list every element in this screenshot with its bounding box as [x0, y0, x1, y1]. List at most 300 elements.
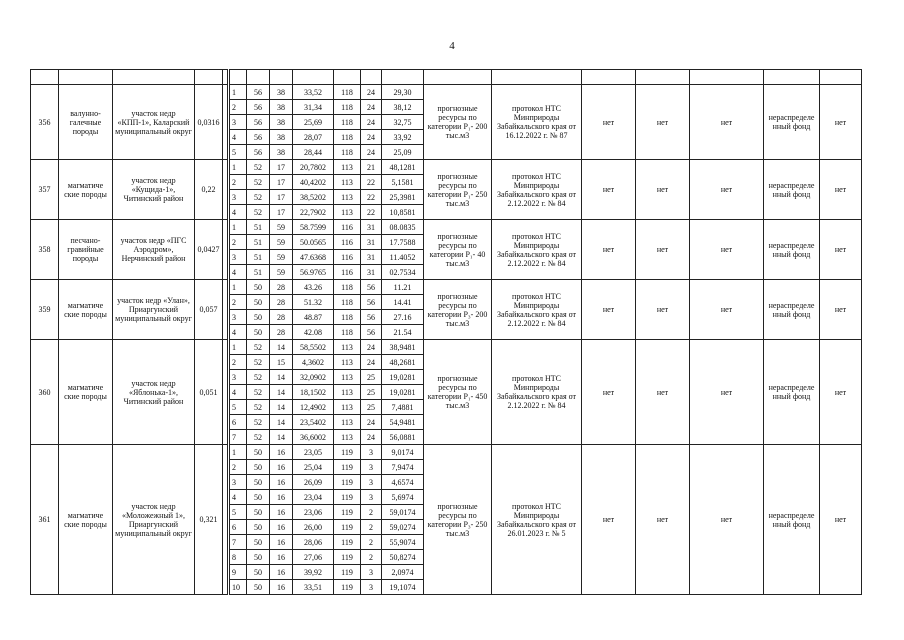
resources: прогнозные ресурсы по категории P₁- 250 тыс.м3	[424, 160, 492, 220]
rock-type: песчано-гравийные породы	[59, 220, 113, 280]
coordinate-cell: 118	[334, 85, 361, 100]
coordinate-cell: 1	[229, 445, 247, 460]
coordinate-cell: 1	[229, 220, 247, 235]
coordinate-cell: 48,2681	[382, 355, 424, 370]
resources: прогнозные ресурсы по категории P₃- 250 тыс.м3	[424, 445, 492, 595]
site-name: участок недр «Яблонька-1», Читинский район	[113, 340, 195, 445]
coordinate-cell: 32,75	[382, 115, 424, 130]
rock-type: валунно-галечные породы	[59, 85, 113, 160]
flag-cell: нет	[820, 280, 862, 340]
coordinate-cell: 58,5502	[293, 340, 334, 355]
coordinate-cell: 59,0174	[382, 505, 424, 520]
coordinate-cell: 39,92	[293, 565, 334, 580]
coordinate-cell: 116	[334, 250, 361, 265]
coordinate-cell: 116	[334, 220, 361, 235]
rock-type: магматиче ские породы	[59, 340, 113, 445]
flag-cell: нет	[690, 445, 764, 595]
coordinate-cell: 22	[361, 190, 382, 205]
coordinate-cell: 3	[229, 370, 247, 385]
coordinate-cell: 52	[247, 160, 270, 175]
coordinate-cell: 17	[270, 160, 293, 175]
coordinate-cell: 56	[247, 85, 270, 100]
flag-cell: нет	[636, 280, 690, 340]
coordinate-cell: 4	[229, 130, 247, 145]
coordinate-cell: 38	[270, 115, 293, 130]
rock-type: магматиче ские породы	[59, 280, 113, 340]
coordinate-cell: 2	[229, 355, 247, 370]
coordinate-cell: 16	[270, 505, 293, 520]
coordinate-cell: 51	[247, 235, 270, 250]
coordinate-cell: 2	[361, 550, 382, 565]
coordinate-cell: 19,0281	[382, 370, 424, 385]
coordinate-cell: 50	[247, 490, 270, 505]
record-number: 356	[31, 85, 59, 160]
flag-cell: нет	[690, 280, 764, 340]
coordinate-cell: 38	[270, 130, 293, 145]
registry-table-wrapper	[30, 69, 862, 595]
coordinate-cell: 28,06	[293, 535, 334, 550]
fund-status: нераспределе нный фонд	[764, 445, 820, 595]
coordinate-cell: 2	[229, 460, 247, 475]
coordinate-cell: 51	[247, 220, 270, 235]
coordinate-cell: 113	[334, 205, 361, 220]
coordinate-cell: 27.16	[382, 310, 424, 325]
coordinate-cell: 21	[361, 160, 382, 175]
coordinate-cell: 113	[334, 190, 361, 205]
flag-cell: нет	[636, 340, 690, 445]
rock-type: магматиче ские породы	[59, 445, 113, 595]
coordinate-cell: 2	[361, 520, 382, 535]
coordinate-cell: 3	[229, 250, 247, 265]
coordinate-cell: 2	[229, 235, 247, 250]
coordinate-cell: 118	[334, 310, 361, 325]
coordinate-cell: 14	[270, 415, 293, 430]
coordinate-cell: 51.32	[293, 295, 334, 310]
coordinate-cell: 1	[229, 280, 247, 295]
record-number: 361	[31, 445, 59, 595]
coordinate-cell: 31	[361, 265, 382, 280]
coordinate-cell: 50	[247, 565, 270, 580]
coordinate-cell: 38,5202	[293, 190, 334, 205]
coordinate-cell: 119	[334, 445, 361, 460]
coordinate-cell: 51	[247, 265, 270, 280]
coordinate-cell: 118	[334, 115, 361, 130]
coordinate-cell: 25	[361, 400, 382, 415]
coordinate-cell: 50	[247, 295, 270, 310]
coordinate-cell: 15	[270, 355, 293, 370]
coordinate-cell: 2	[229, 295, 247, 310]
coordinate-cell: 119	[334, 565, 361, 580]
coordinate-cell: 17	[270, 205, 293, 220]
coordinate-cell: 119	[334, 490, 361, 505]
site-name: участок недр «Кущида-1», Читинский район	[113, 160, 195, 220]
coordinate-cell: 28	[270, 295, 293, 310]
coordinate-cell: 5	[229, 505, 247, 520]
coordinate-cell: 3	[229, 310, 247, 325]
coordinate-cell: 25	[361, 370, 382, 385]
coordinate-cell: 08.0835	[382, 220, 424, 235]
coordinate-cell: 02.7534	[382, 265, 424, 280]
record-number: 358	[31, 220, 59, 280]
coordinate-cell: 4,3602	[293, 355, 334, 370]
coordinate-cell: 14.41	[382, 295, 424, 310]
record-number: 359	[31, 280, 59, 340]
coordinate-cell: 28	[270, 280, 293, 295]
coordinate-cell: 24	[361, 115, 382, 130]
coordinate-cell: 52	[247, 370, 270, 385]
coordinate-cell: 4,6574	[382, 475, 424, 490]
coordinate-cell: 52	[247, 175, 270, 190]
coordinate-cell: 7	[229, 535, 247, 550]
page-number: 4	[449, 40, 455, 52]
fund-status: нераспределе нный фонд	[764, 85, 820, 160]
site-name: участок недр «КПП-1», Каларский муниципальный округ	[113, 85, 195, 160]
coordinate-cell: 56	[361, 325, 382, 340]
coordinate-cell: 40,4202	[293, 175, 334, 190]
coordinate-cell: 58.7599	[293, 220, 334, 235]
coordinate-cell: 23,05	[293, 445, 334, 460]
fund-status: нераспределе нный фонд	[764, 160, 820, 220]
table-row	[31, 220, 862, 235]
coordinate-cell: 50	[247, 475, 270, 490]
coordinate-cell: 25,09	[382, 145, 424, 160]
coordinate-cell: 21.54	[382, 325, 424, 340]
coordinate-cell: 25	[361, 385, 382, 400]
coordinate-cell: 3	[361, 475, 382, 490]
coordinate-cell: 3	[361, 490, 382, 505]
coordinate-cell: 52	[247, 205, 270, 220]
coordinate-cell: 16	[270, 490, 293, 505]
coordinate-cell: 5,6974	[382, 490, 424, 505]
coordinate-cell: 2	[229, 175, 247, 190]
coordinate-cell: 50	[247, 460, 270, 475]
coordinate-cell: 14	[270, 400, 293, 415]
coordinate-cell: 5,1581	[382, 175, 424, 190]
coordinate-cell: 56	[361, 310, 382, 325]
coordinate-cell: 31	[361, 250, 382, 265]
coordinate-cell: 55,9074	[382, 535, 424, 550]
coordinate-cell: 48,1281	[382, 160, 424, 175]
coordinate-cell: 16	[270, 445, 293, 460]
fund-status: нераспределе нный фонд	[764, 280, 820, 340]
coordinate-cell: 14	[270, 430, 293, 445]
coordinate-cell: 50,8274	[382, 550, 424, 565]
flag-cell: нет	[820, 445, 862, 595]
coordinate-cell: 119	[334, 505, 361, 520]
coordinate-cell: 23,04	[293, 490, 334, 505]
coordinate-cell: 24	[361, 85, 382, 100]
coordinate-cell: 24	[361, 340, 382, 355]
coordinate-cell: 113	[334, 370, 361, 385]
coordinate-cell: 11.21	[382, 280, 424, 295]
coordinate-cell: 50.0565	[293, 235, 334, 250]
coordinate-cell: 28,44	[293, 145, 334, 160]
coordinate-cell: 113	[334, 400, 361, 415]
coordinate-cell: 24	[361, 145, 382, 160]
coordinate-cell: 50	[247, 280, 270, 295]
coordinate-cell: 33,52	[293, 85, 334, 100]
coordinate-cell: 50	[247, 550, 270, 565]
coordinate-cell: 119	[334, 460, 361, 475]
site-name: участок недр «Моложежный 1», Приаргунский муниципальный округ	[113, 445, 195, 595]
site-name: участок недр «ПГС Аэродром», Нерчинский район	[113, 220, 195, 280]
coordinate-cell: 33,51	[293, 580, 334, 595]
coordinate-cell: 7,4881	[382, 400, 424, 415]
coordinate-cell: 118	[334, 325, 361, 340]
flag-cell: нет	[820, 160, 862, 220]
coordinate-cell: 28	[270, 325, 293, 340]
coordinate-cell: 24	[361, 355, 382, 370]
site-area: 0,22	[195, 160, 223, 220]
coordinate-cell: 9,0174	[382, 445, 424, 460]
coordinate-cell: 50	[247, 325, 270, 340]
coordinate-cell: 56	[361, 280, 382, 295]
flag-cell: нет	[636, 85, 690, 160]
coordinate-cell: 32,0902	[293, 370, 334, 385]
coordinate-cell: 1	[229, 85, 247, 100]
coordinate-cell: 10	[229, 580, 247, 595]
coordinate-cell: 2,0974	[382, 565, 424, 580]
registry-table	[30, 69, 862, 595]
flag-cell: нет	[582, 220, 636, 280]
coordinate-cell: 12,4902	[293, 400, 334, 415]
coordinate-cell: 51	[247, 250, 270, 265]
protocol: протокол НТС Минприроды Забайкальского края от 2.12.2022 г. № 84	[492, 280, 582, 340]
coordinate-cell: 16	[270, 550, 293, 565]
coordinate-cell: 2	[361, 535, 382, 550]
site-area: 0,057	[195, 280, 223, 340]
coordinate-cell: 47.6368	[293, 250, 334, 265]
coordinate-cell: 38,12	[382, 100, 424, 115]
coordinate-cell: 10,8581	[382, 205, 424, 220]
coordinate-cell: 50	[247, 520, 270, 535]
flag-cell: нет	[820, 85, 862, 160]
coordinate-cell: 113	[334, 160, 361, 175]
flag-cell: нет	[690, 85, 764, 160]
coordinate-cell: 113	[334, 175, 361, 190]
coordinate-cell: 3	[229, 115, 247, 130]
coordinate-cell: 113	[334, 385, 361, 400]
coordinate-cell: 56	[247, 115, 270, 130]
coordinate-cell: 5	[229, 400, 247, 415]
flag-cell: нет	[690, 160, 764, 220]
coordinate-cell: 113	[334, 415, 361, 430]
coordinate-cell: 56.9765	[293, 265, 334, 280]
coordinate-cell: 119	[334, 475, 361, 490]
site-area: 0,0427	[195, 220, 223, 280]
coordinate-cell: 3	[229, 190, 247, 205]
coordinate-cell: 50	[247, 310, 270, 325]
rock-type: магматиче ские породы	[59, 160, 113, 220]
coordinate-cell: 36,6002	[293, 430, 334, 445]
coordinate-cell: 56	[247, 145, 270, 160]
resources: прогнозные ресурсы по категории P₁- 40 тыс.м3	[424, 220, 492, 280]
coordinate-cell: 3	[361, 445, 382, 460]
coordinate-cell: 59,0274	[382, 520, 424, 535]
flag-cell: нет	[690, 340, 764, 445]
coordinate-cell: 1	[229, 160, 247, 175]
coordinate-cell: 16	[270, 535, 293, 550]
coordinate-cell: 23,06	[293, 505, 334, 520]
coordinate-cell: 119	[334, 550, 361, 565]
table-row	[31, 445, 862, 460]
coordinate-cell: 27,06	[293, 550, 334, 565]
coordinate-cell: 24	[361, 430, 382, 445]
flag-cell: нет	[820, 220, 862, 280]
coordinate-cell: 3	[361, 565, 382, 580]
coordinate-cell: 118	[334, 295, 361, 310]
coordinate-cell: 38	[270, 85, 293, 100]
coordinate-cell: 24	[361, 130, 382, 145]
coordinate-cell: 26,09	[293, 475, 334, 490]
protocol: протокол НТС Минприроды Забайкальского края от 2.12.2022 г. № 84	[492, 340, 582, 445]
coordinate-cell: 7	[229, 430, 247, 445]
coordinate-cell: 25,04	[293, 460, 334, 475]
table-row	[31, 160, 862, 175]
coordinate-cell: 29,30	[382, 85, 424, 100]
coordinate-cell: 22,7902	[293, 205, 334, 220]
coordinate-cell: 48.87	[293, 310, 334, 325]
coordinate-cell: 113	[334, 340, 361, 355]
flag-cell: нет	[636, 220, 690, 280]
coordinate-cell: 3	[361, 580, 382, 595]
coordinate-cell: 19,1074	[382, 580, 424, 595]
coordinate-cell: 17	[270, 190, 293, 205]
protocol: протокол НТС Минприроды Забайкальского края от 16.12.2022 г. № 87	[492, 85, 582, 160]
coordinate-cell: 56,0881	[382, 430, 424, 445]
coordinate-cell: 59	[270, 220, 293, 235]
coordinate-cell: 24	[361, 100, 382, 115]
protocol: протокол НТС Минприроды Забайкальского края от 2.12.2022 г. № 84	[492, 160, 582, 220]
fund-status: нераспределе нный фонд	[764, 220, 820, 280]
coordinate-cell: 3	[361, 460, 382, 475]
coordinate-cell: 31	[361, 220, 382, 235]
coordinate-cell: 3	[229, 475, 247, 490]
registry-table-body	[31, 70, 862, 595]
coordinate-cell: 118	[334, 280, 361, 295]
coordinate-cell: 119	[334, 535, 361, 550]
coordinate-cell: 38	[270, 145, 293, 160]
flag-cell: нет	[636, 160, 690, 220]
table-row	[31, 85, 862, 100]
coordinate-cell: 4	[229, 385, 247, 400]
coordinate-cell: 56	[247, 130, 270, 145]
flag-cell: нет	[582, 445, 636, 595]
coordinate-cell: 14	[270, 340, 293, 355]
flag-cell: нет	[582, 280, 636, 340]
flag-cell: нет	[582, 160, 636, 220]
coordinate-cell: 116	[334, 265, 361, 280]
coordinate-cell: 52	[247, 385, 270, 400]
coordinate-cell: 56	[247, 100, 270, 115]
coordinate-cell: 17	[270, 175, 293, 190]
coordinate-cell: 4	[229, 325, 247, 340]
flag-cell: нет	[582, 340, 636, 445]
flag-cell: нет	[582, 85, 636, 160]
coordinate-cell: 50	[247, 505, 270, 520]
flag-cell: нет	[636, 445, 690, 595]
coordinate-cell: 59	[270, 235, 293, 250]
coordinate-cell: 118	[334, 100, 361, 115]
coordinate-cell: 52	[247, 190, 270, 205]
coordinate-cell: 1	[229, 340, 247, 355]
coordinate-cell: 31,34	[293, 100, 334, 115]
coordinate-cell: 119	[334, 580, 361, 595]
protocol: протокол НТС Минприроды Забайкальского края от 26.01.2023 г. № 5	[492, 445, 582, 595]
site-area: 0,0316	[195, 85, 223, 160]
coordinate-cell: 4	[229, 490, 247, 505]
coordinate-cell: 14	[270, 370, 293, 385]
coordinate-cell: 43.26	[293, 280, 334, 295]
coordinate-cell: 59	[270, 250, 293, 265]
coordinate-cell: 38,9481	[382, 340, 424, 355]
coordinate-cell: 25,3981	[382, 190, 424, 205]
coordinate-cell: 52	[247, 400, 270, 415]
coordinate-cell: 50	[247, 445, 270, 460]
coordinate-cell: 4	[229, 265, 247, 280]
coordinate-cell: 28	[270, 310, 293, 325]
record-number: 357	[31, 160, 59, 220]
coordinate-cell: 26,00	[293, 520, 334, 535]
coordinate-cell: 6	[229, 520, 247, 535]
coordinate-cell: 50	[247, 535, 270, 550]
coordinate-cell: 2	[361, 505, 382, 520]
coordinate-cell: 24	[361, 415, 382, 430]
coordinate-cell: 38	[270, 100, 293, 115]
coordinate-cell: 20,7802	[293, 160, 334, 175]
coordinate-cell: 19,0281	[382, 385, 424, 400]
coordinate-cell: 7,9474	[382, 460, 424, 475]
coordinate-cell: 52	[247, 355, 270, 370]
site-area: 0,321	[195, 445, 223, 595]
resources: прогнозные ресурсы по категории P₃- 200 тыс.м3	[424, 280, 492, 340]
site-name: участок недр «Улан», Приаргунский муниципальный округ	[113, 280, 195, 340]
coordinate-cell: 23,5402	[293, 415, 334, 430]
coordinate-cell: 16	[270, 520, 293, 535]
coordinate-cell: 113	[334, 355, 361, 370]
coordinate-cell: 119	[334, 520, 361, 535]
coordinate-cell: 22	[361, 205, 382, 220]
coordinate-cell: 59	[270, 265, 293, 280]
coordinate-cell: 11.4052	[382, 250, 424, 265]
coordinate-cell: 118	[334, 130, 361, 145]
coordinate-cell: 8	[229, 550, 247, 565]
coordinate-cell: 113	[334, 430, 361, 445]
resources: прогнозные ресурсы по категории P₁- 450 тыс.м3	[424, 340, 492, 445]
coordinate-cell: 18,1502	[293, 385, 334, 400]
fund-status: нераспределе нный фонд	[764, 340, 820, 445]
coordinate-cell: 9	[229, 565, 247, 580]
site-area: 0,051	[195, 340, 223, 445]
flag-cell: нет	[690, 220, 764, 280]
coordinate-cell: 52	[247, 415, 270, 430]
coordinate-cell: 16	[270, 460, 293, 475]
coordinate-cell: 42.08	[293, 325, 334, 340]
coordinate-cell: 5	[229, 145, 247, 160]
coordinate-cell: 33,92	[382, 130, 424, 145]
coordinate-cell: 28,07	[293, 130, 334, 145]
coordinate-cell: 52	[247, 430, 270, 445]
coordinate-cell: 4	[229, 205, 247, 220]
header-stub-row	[31, 70, 862, 85]
coordinate-cell: 16	[270, 580, 293, 595]
coordinate-cell: 16	[270, 475, 293, 490]
coordinate-cell: 56	[361, 295, 382, 310]
coordinate-cell: 31	[361, 235, 382, 250]
coordinate-cell: 25,69	[293, 115, 334, 130]
coordinate-cell: 50	[247, 580, 270, 595]
coordinate-cell: 14	[270, 385, 293, 400]
